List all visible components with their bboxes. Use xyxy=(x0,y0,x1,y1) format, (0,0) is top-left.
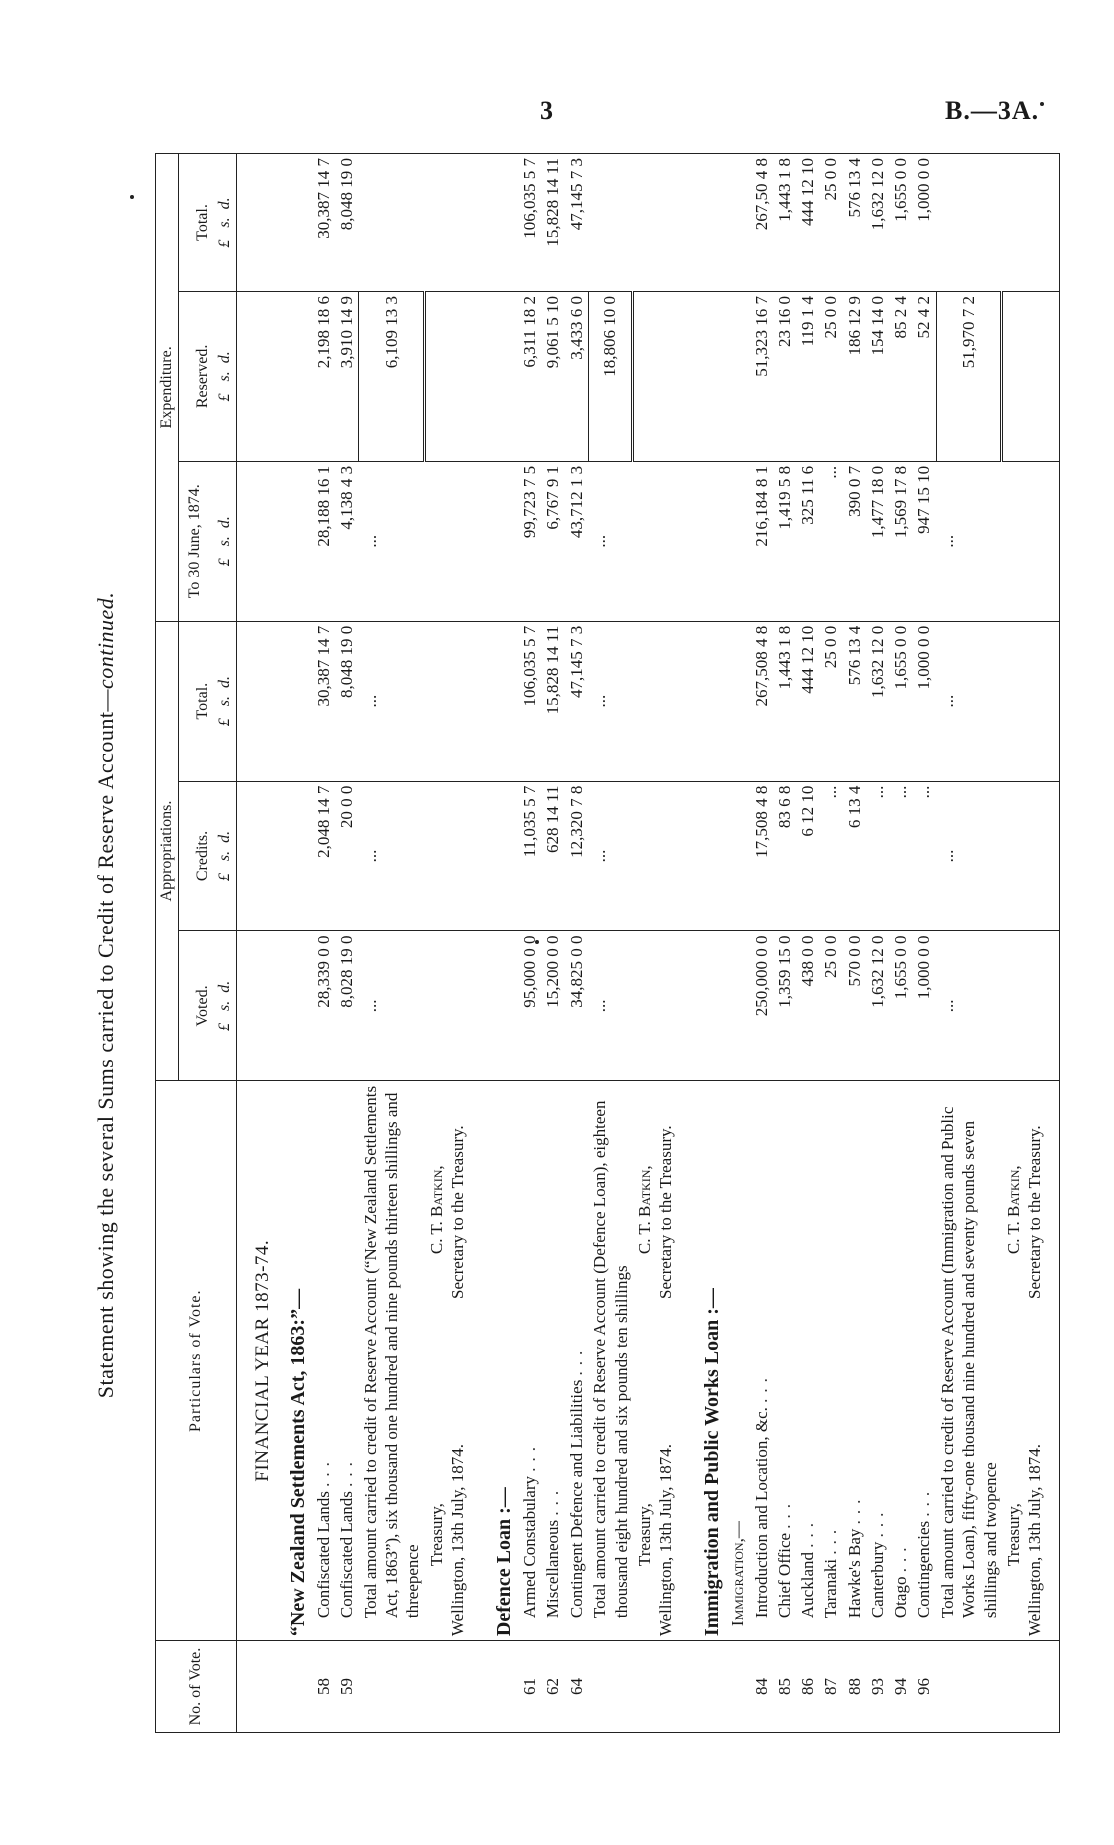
unit-pound: £ xyxy=(216,239,233,248)
vote-name: Hawke's Bay xyxy=(844,1528,864,1619)
spacer-cell xyxy=(690,931,726,1081)
credits-amount: 6 12 10 xyxy=(796,781,819,931)
unit-row xyxy=(214,621,237,781)
spacer-cell xyxy=(1002,1641,1060,1733)
vote-name: Confiscated Lands xyxy=(313,1491,333,1619)
spacer-cell xyxy=(482,1641,518,1733)
voted-amount: 1,655 0 0 xyxy=(889,931,912,1081)
spacer-cell xyxy=(482,931,518,1081)
speck-mark xyxy=(1040,102,1044,106)
ellipsis: ... xyxy=(588,461,633,621)
signatory-name: C. T. Batkin, xyxy=(1003,1165,1023,1255)
expenditure-to-june: 390 0 7 xyxy=(843,461,866,621)
reserve-total-note: Total amount carried to credit of Reserve Account (Defence Loan), eighteen thousand eight hundred and six pounds ten shillings xyxy=(588,1081,633,1641)
appropriation-total: 106,035 5 7 xyxy=(518,621,541,781)
unit-pence: d. xyxy=(216,516,233,529)
col-no-of-vote: No. of Vote. xyxy=(156,1641,237,1733)
spacer-cell xyxy=(1002,781,1060,931)
section-subheading: Immigration,— xyxy=(726,1081,749,1641)
table-row xyxy=(819,154,842,1733)
spacer-cell xyxy=(276,621,312,781)
expenditure-to-june: 325 11 6 xyxy=(796,461,819,621)
section-heading: Immigration and Public Works Loan :— xyxy=(690,1081,726,1641)
leader-dots: ... xyxy=(914,1485,934,1517)
spacer-cell xyxy=(690,461,726,621)
unit-shilling: s. xyxy=(216,696,233,707)
vote-number: 87 xyxy=(819,1641,842,1733)
reserved-amount: 25 0 0 xyxy=(819,291,842,461)
appropriation-total: 576 13 4 xyxy=(843,621,866,781)
col-voted: Voted. xyxy=(179,931,215,1081)
spacer-cell xyxy=(690,291,726,461)
signatory-title: Secretary to the Treasury. xyxy=(656,1125,675,1299)
vote-particulars xyxy=(750,1081,773,1641)
table-row xyxy=(796,154,819,1733)
reserve-total-note: Total amount carried to credit of Reserve Account (Immigration and Public Works Loan), fifty-one thousand nine hundred and seventy pounds seven shillings and twopence xyxy=(936,1081,1002,1641)
vote-name: Chief Office xyxy=(774,1532,794,1619)
leader-dots: ... xyxy=(774,1497,794,1529)
spacer-cell xyxy=(726,1641,749,1733)
table-row xyxy=(866,154,889,1733)
spacer-cell xyxy=(482,154,518,292)
vote-number: 59 xyxy=(335,1641,359,1733)
reserved-amount: 52 4 2 xyxy=(912,291,936,461)
spacer-cell xyxy=(482,621,518,781)
spacer-cell xyxy=(359,154,425,292)
credits-amount: ... xyxy=(889,781,912,931)
table-row xyxy=(750,154,773,1733)
col-appropriations: Appropriations. xyxy=(156,621,179,1081)
spacer-cell xyxy=(425,461,483,621)
table-row xyxy=(889,154,912,1733)
reserve-account-table xyxy=(155,153,1060,1733)
vote-particulars xyxy=(335,1081,359,1641)
spacer-cell xyxy=(425,1641,483,1733)
spacer-cell xyxy=(425,931,483,1081)
vote-number: 93 xyxy=(866,1641,889,1733)
reserved-amount: 2,198 18 6 xyxy=(312,291,335,461)
financial-year-heading: FINANCIAL YEAR 1873-74. xyxy=(237,1081,276,1641)
section-total-row xyxy=(588,154,633,1733)
credits-amount: 11,035 5 7 xyxy=(518,781,541,931)
signature-row xyxy=(425,154,483,1733)
expenditure-to-june: 99,723 7 5 xyxy=(518,461,541,621)
vote-particulars xyxy=(518,1081,541,1641)
expenditure-total: 267,50 4 8 xyxy=(751,158,771,231)
section-heading: “New Zealand Settlements Act, 1863:”— xyxy=(276,1081,312,1641)
spacer-cell xyxy=(1002,621,1060,781)
credits-amount: 12,320 7 8 xyxy=(565,781,589,931)
spacer-cell xyxy=(482,781,518,931)
vote-particulars xyxy=(889,1081,912,1641)
ellipsis: ... xyxy=(936,781,1002,931)
reserved-amount: 85 2 4 xyxy=(889,291,912,461)
signature-date: Wellington, 13th July, 1874. xyxy=(447,1444,467,1637)
spacer-cell xyxy=(726,154,749,292)
leader-dots: ... xyxy=(566,1344,586,1376)
table-row xyxy=(312,154,335,1733)
spacer-cell xyxy=(425,621,483,781)
reserved-amount: 9,061 5 10 xyxy=(541,291,564,461)
expenditure-total: 444 12 10 xyxy=(798,158,817,226)
ellipsis: ... xyxy=(588,931,633,1081)
vote-name: Auckland xyxy=(798,1552,817,1619)
ellipsis: ... xyxy=(359,621,425,781)
vote-number: 88 xyxy=(843,1641,866,1733)
spacer-cell xyxy=(726,461,749,621)
leader-dots: ... xyxy=(891,1541,910,1573)
vote-name: Miscellaneous xyxy=(543,1519,563,1619)
unit-pound: £ xyxy=(216,718,233,727)
voted-amount: 95,000 0 0 xyxy=(518,931,541,1081)
col-credits: Credits. xyxy=(179,781,215,931)
expenditure-to-june: 947 15 10 xyxy=(912,461,936,621)
spacer-cell xyxy=(237,781,276,931)
section-heading-row xyxy=(276,154,312,1733)
unit-shilling: s. xyxy=(216,217,233,228)
table-row xyxy=(541,154,564,1733)
voted-amount: 1,632 12 0 xyxy=(866,931,889,1081)
leader-dots: ... xyxy=(337,1456,356,1487)
section-heading: Defence Loan :— xyxy=(482,1081,518,1641)
spacer-cell xyxy=(482,291,518,461)
vote-number: 86 xyxy=(796,1641,819,1733)
ellipsis: ... xyxy=(359,781,425,931)
unit-shilling: s. xyxy=(216,536,233,547)
vote-name: Contingencies xyxy=(914,1520,934,1619)
spacer-cell xyxy=(276,1641,312,1733)
signature-row xyxy=(1002,154,1060,1733)
vote-name: Confiscated Lands xyxy=(337,1491,356,1619)
section-total-row xyxy=(359,154,425,1733)
table-row xyxy=(843,154,866,1733)
vote-particulars xyxy=(312,1081,335,1641)
vote-particulars xyxy=(565,1081,589,1641)
unit-shilling: s. xyxy=(216,1000,233,1012)
vote-number: 64 xyxy=(565,1641,589,1733)
col-exp-total: Total. xyxy=(194,204,211,241)
ellipsis: ... xyxy=(588,621,633,781)
spacer-cell xyxy=(633,154,691,292)
col-reserved: Reserved. xyxy=(179,291,215,461)
expenditure-total: 15,828 14 11 xyxy=(543,158,563,247)
credits-amount: 17,508 4 8 xyxy=(750,781,773,931)
spacer-cell xyxy=(726,931,749,1081)
title-suffix: continued. xyxy=(93,591,118,689)
appropriation-total: 30,387 14 7 xyxy=(312,621,335,781)
unit-row xyxy=(214,291,237,461)
spacer-cell xyxy=(237,291,276,461)
spacer-cell xyxy=(633,781,691,931)
leader-dots: ... xyxy=(821,1523,841,1555)
signatory-name: C. T. Batkin, xyxy=(634,1165,654,1255)
signature-block xyxy=(1002,1081,1060,1641)
ellipsis: ... xyxy=(936,931,1002,1081)
spacer-cell xyxy=(425,291,483,461)
vote-number: 62 xyxy=(541,1641,564,1733)
expenditure-to-june: 6,767 9 1 xyxy=(541,461,564,621)
spacer-cell xyxy=(690,781,726,931)
reserved-amount: 119 1 4 xyxy=(796,291,819,461)
appropriation-total: 444 12 10 xyxy=(796,621,819,781)
treasury-label: Treasury, xyxy=(1003,1503,1023,1567)
vote-name: Canterbury xyxy=(867,1541,887,1619)
voted-amount: 28,339 0 0 xyxy=(312,931,335,1081)
vote-number: 85 xyxy=(773,1641,796,1733)
voted-amount: 25 0 0 xyxy=(819,931,842,1081)
voted-amount: 570 0 0 xyxy=(843,931,866,1081)
credits-amount: 20 0 0 xyxy=(335,781,359,931)
vote-particulars xyxy=(912,1081,936,1641)
vote-particulars xyxy=(866,1081,889,1641)
leader-dots: ... xyxy=(867,1506,887,1538)
reserved-amount: 51,323 16 7 xyxy=(750,291,773,461)
reserved-total: 18,806 10 0 xyxy=(588,291,633,461)
vote-name: Otago xyxy=(891,1576,910,1619)
ellipsis: ... xyxy=(359,931,425,1081)
spacer-cell xyxy=(425,154,483,292)
reserved-total: 6,109 13 3 xyxy=(359,291,425,461)
spacer-cell xyxy=(690,621,726,781)
unit-row xyxy=(214,461,237,621)
leader-dots: ... xyxy=(313,1456,333,1487)
vote-name: Introduction and Location, &c. xyxy=(751,1407,771,1619)
credits-amount: ... xyxy=(912,781,936,931)
table-row xyxy=(518,154,541,1733)
table-row xyxy=(565,154,589,1733)
spacer-cell xyxy=(237,461,276,621)
unit-pence: d. xyxy=(216,676,233,689)
expenditure-to-june: 1,419 5 8 xyxy=(773,461,796,621)
spacer-cell xyxy=(237,931,276,1081)
spacer-cell xyxy=(690,154,726,292)
unit-pence: d. xyxy=(216,197,233,210)
expenditure-to-june: 4,138 4 3 xyxy=(335,461,359,621)
vote-number: 84 xyxy=(750,1641,773,1733)
credits-amount: ... xyxy=(866,781,889,931)
vote-particulars xyxy=(541,1081,564,1641)
spacer-cell xyxy=(726,781,749,931)
signature-date: Wellington, 13th July, 1874. xyxy=(656,1444,675,1637)
expenditure-to-june: ... xyxy=(819,461,842,621)
appropriation-total: 25 0 0 xyxy=(819,621,842,781)
signature-row xyxy=(633,154,691,1733)
unit-row xyxy=(214,931,237,1081)
spacer-cell xyxy=(1002,461,1060,621)
expenditure-total: 106,035 5 7 xyxy=(520,158,539,239)
unit-pence: d. xyxy=(216,980,233,993)
vote-number: 94 xyxy=(889,1641,912,1733)
unit-shilling: s. xyxy=(216,371,233,382)
ellipsis: ... xyxy=(936,621,1002,781)
unit-pound: £ xyxy=(216,873,233,882)
vote-name: Contingent Defence and Liabilities xyxy=(566,1379,586,1619)
unit-pence: d. xyxy=(216,830,233,843)
vote-number: 96 xyxy=(912,1641,936,1733)
vote-number: 58 xyxy=(312,1641,335,1733)
voted-amount: 1,359 15 0 xyxy=(773,931,796,1081)
spacer-cell xyxy=(276,781,312,931)
spacer-cell xyxy=(633,1641,691,1733)
spacer-cell xyxy=(425,781,483,931)
spacer-cell xyxy=(588,154,633,292)
spacer-cell xyxy=(276,154,312,292)
leader-dots: ... xyxy=(751,1372,771,1403)
spacer-cell xyxy=(1002,291,1060,461)
signature-date: Wellington, 13th July, 1874. xyxy=(1025,1444,1044,1637)
appropriation-total: 1,000 0 0 xyxy=(912,621,936,781)
vote-particulars xyxy=(773,1081,796,1641)
appropriation-total: 1,655 0 0 xyxy=(889,621,912,781)
appropriation-total: 8,048 19 0 xyxy=(335,621,359,781)
leader-dots: ... xyxy=(844,1493,864,1525)
unit-pound: £ xyxy=(216,1023,233,1032)
expenditure-total: 1,632 12 0 xyxy=(867,158,887,231)
expenditure-to-june: 216,184 8 1 xyxy=(750,461,773,621)
document-code: B.—3A. xyxy=(945,96,1040,125)
credits-amount: 2,048 14 7 xyxy=(312,781,335,931)
section-heading-row xyxy=(690,154,726,1733)
signature-block xyxy=(425,1081,483,1641)
reserved-amount: 23 16 0 xyxy=(773,291,796,461)
expenditure-total: 576 13 4 xyxy=(844,158,864,218)
statement-title xyxy=(93,145,119,1845)
spacer-cell xyxy=(633,461,691,621)
col-expenditure: Expenditure. xyxy=(156,154,179,622)
spacer-cell xyxy=(588,1641,633,1733)
spacer-cell xyxy=(726,291,749,461)
expenditure-total: 47,145 7 3 xyxy=(566,158,586,231)
signatory-name: C. T. Batkin, xyxy=(426,1165,446,1255)
spacer-cell xyxy=(1002,931,1060,1081)
table-row xyxy=(912,154,936,1733)
signature-block xyxy=(633,1081,691,1641)
vote-number: 61 xyxy=(518,1641,541,1733)
spacer-cell xyxy=(936,1641,1002,1733)
table-row xyxy=(773,154,796,1733)
spacer-cell xyxy=(482,461,518,621)
section-heading-row xyxy=(482,154,518,1733)
rotated-statement xyxy=(85,145,1044,1845)
reserved-amount: 3,433 6 0 xyxy=(565,291,589,461)
section-total-row xyxy=(936,154,1002,1733)
ellipsis: ... xyxy=(359,461,425,621)
spacer-cell xyxy=(633,931,691,1081)
expenditure-to-june: 43,712 1 3 xyxy=(565,461,589,621)
leader-dots: ... xyxy=(798,1517,817,1548)
expenditure-to-june: 1,477 18 0 xyxy=(866,461,889,621)
signatory-title: Secretary to the Treasury. xyxy=(447,1125,467,1299)
spacer-cell xyxy=(936,154,1002,292)
unit-shilling: s. xyxy=(216,850,233,862)
voted-amount: 1,000 0 0 xyxy=(912,931,936,1081)
credits-amount: 83 6 8 xyxy=(773,781,796,931)
spacer-cell xyxy=(276,461,312,621)
voted-amount: 15,200 0 0 xyxy=(541,931,564,1081)
col-to-june: To 30 June, 1874. xyxy=(179,461,215,621)
spacer-cell xyxy=(237,154,276,292)
spacer-cell xyxy=(237,621,276,781)
treasury-label: Treasury, xyxy=(426,1503,446,1567)
voted-amount: 250,000 0 0 xyxy=(750,931,773,1081)
col-particulars: Particulars of Vote. xyxy=(156,1081,237,1641)
ellipsis: ... xyxy=(936,461,1002,621)
appropriation-total: 1,632 12 0 xyxy=(866,621,889,781)
reserved-amount: 154 14 0 xyxy=(866,291,889,461)
unit-row xyxy=(214,781,237,931)
expenditure-total: 1,000 0 0 xyxy=(914,158,934,222)
expenditure-total: 25 0 0 xyxy=(821,158,841,201)
col-total: Total. xyxy=(179,621,215,781)
unit-pound: £ xyxy=(216,393,233,402)
reserved-total: 51,970 7 2 xyxy=(936,291,1002,461)
vote-name: Taranaki xyxy=(821,1558,841,1619)
page-number: 3 xyxy=(540,96,553,125)
ellipsis: ... xyxy=(588,781,633,931)
spacer-cell xyxy=(237,1641,276,1733)
reserved-amount: 186 12 9 xyxy=(843,291,866,461)
expenditure-total: 1,655 0 0 xyxy=(891,158,910,222)
reserved-amount: 6,311 18 2 xyxy=(518,291,541,461)
spacer-cell xyxy=(276,931,312,1081)
spacer-cell xyxy=(359,1641,425,1733)
appropriation-total: 15,828 14 11 xyxy=(541,621,564,781)
table-row xyxy=(335,154,359,1733)
vote-particulars xyxy=(796,1081,819,1641)
credits-amount: 628 14 11 xyxy=(541,781,564,931)
title-main: Statement showing the several Sums carried to Credit of Reserve Account— xyxy=(93,689,118,1399)
appropriation-total: 1,443 1 8 xyxy=(773,621,796,781)
spacer-cell xyxy=(1002,154,1060,292)
spacer-cell xyxy=(726,621,749,781)
vote-particulars xyxy=(819,1081,842,1641)
appropriation-total: 47,145 7 3 xyxy=(565,621,589,781)
spacer-cell xyxy=(276,291,312,461)
voted-amount: 438 0 0 xyxy=(796,931,819,1081)
vote-name: Armed Constabulary xyxy=(520,1475,539,1619)
spacer-cell xyxy=(633,291,691,461)
appropriation-total: 267,508 4 8 xyxy=(750,621,773,781)
voted-amount: 34,825 0 0 xyxy=(565,931,589,1081)
expenditure-total: 1,443 1 8 xyxy=(774,158,794,222)
section-subheading-row xyxy=(726,154,749,1733)
expenditure-total: 8,048 19 0 xyxy=(337,158,356,231)
expenditure-to-june: 1,569 17 8 xyxy=(889,461,912,621)
signatory-title: Secretary to the Treasury. xyxy=(1025,1125,1044,1299)
expenditure-total: 30,387 14 7 xyxy=(313,158,333,239)
leader-dots: ... xyxy=(543,1484,563,1516)
spacer-cell xyxy=(633,621,691,781)
unit-row xyxy=(214,154,237,292)
spacer-cell xyxy=(690,1641,726,1733)
unit-pence: d. xyxy=(216,351,233,364)
credits-amount: 6 13 4 xyxy=(843,781,866,931)
reserve-total-note: Total amount carried to credit of Reserve Account (“New Zealand Settlements Act, 1863”), six thousand one hundred and nine pounds thirteen shillings and threepence xyxy=(359,1081,425,1641)
expenditure-to-june: 28,188 16 1 xyxy=(312,461,335,621)
leader-dots: ... xyxy=(520,1440,539,1472)
reserved-amount: 3,910 14 9 xyxy=(335,291,359,461)
treasury-label: Treasury, xyxy=(634,1503,654,1567)
unit-pound: £ xyxy=(216,558,233,567)
voted-amount: 8,028 19 0 xyxy=(335,931,359,1081)
credits-amount: ... xyxy=(819,781,842,931)
vote-particulars xyxy=(843,1081,866,1641)
